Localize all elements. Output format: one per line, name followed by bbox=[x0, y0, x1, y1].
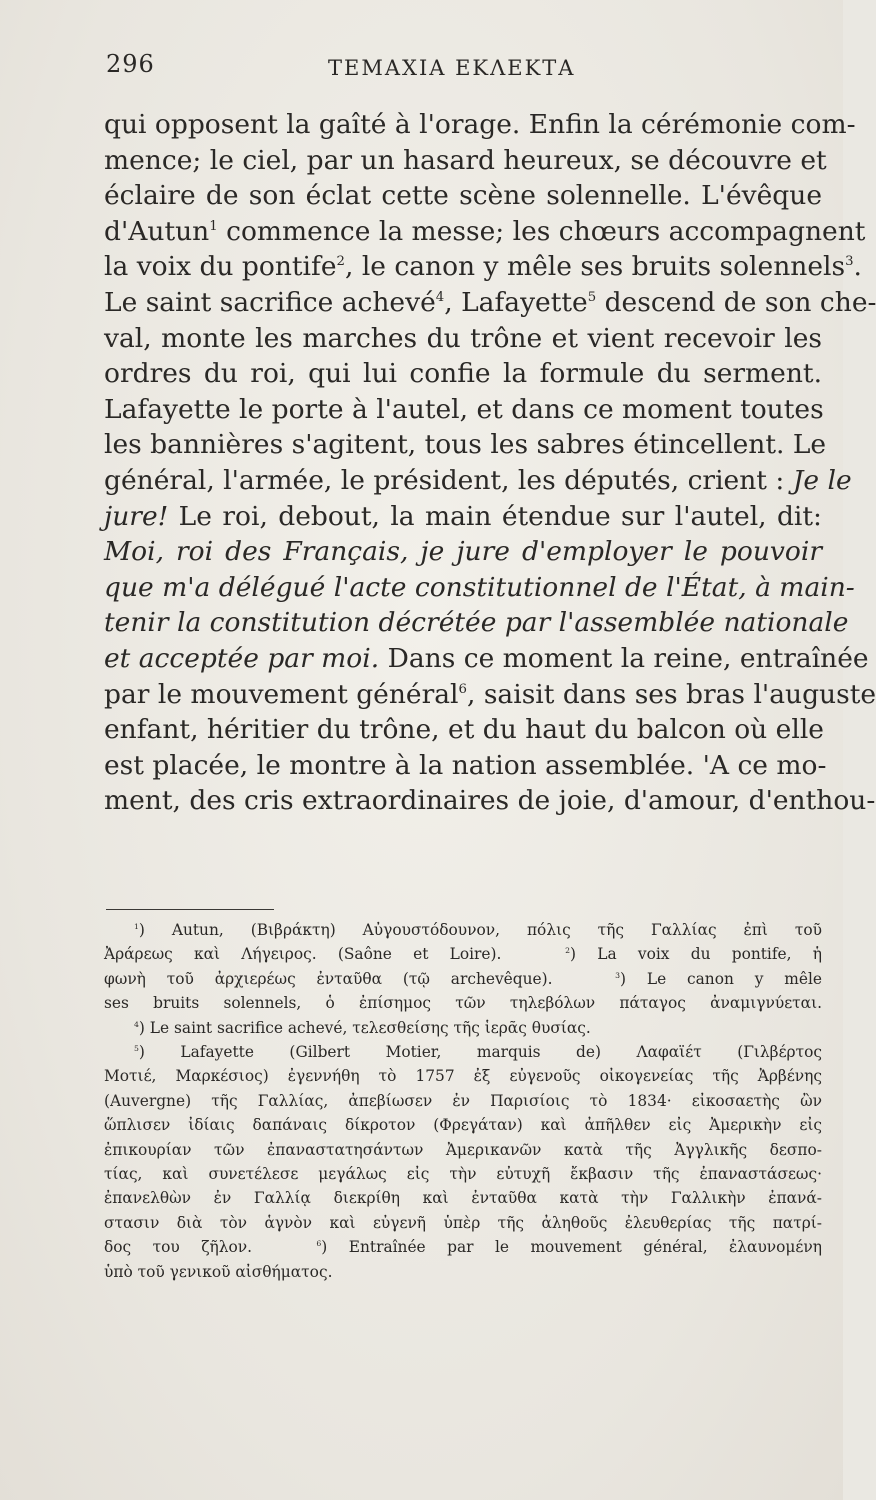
text-line: ordres du roi, qui lui confie la formule du serment. bbox=[104, 358, 822, 390]
text-line: val, monte les marches du trône et vient recevoir les bbox=[104, 322, 822, 354]
footnote-line: Ἀράρεως καὶ Λήγειρος. (Saône et Loire). $^2$) La voix du pontife, ἡ bbox=[104, 945, 823, 964]
text-line: mence; le ciel, par un hasard heureux, se découvre et bbox=[104, 144, 827, 176]
text-line: éclaire de son éclat cette scène solennelle. L'évêque bbox=[104, 180, 822, 212]
footnote-line: τίας, καὶ συνετέλεσε μεγάλως εἰς τὴν εὐτυχῆ ἔκβασιν τῆς ἐπαναστάσεως· bbox=[104, 1165, 822, 1184]
oath-line: tenir la constitution décrétée par l'assemblée nationale bbox=[104, 607, 849, 639]
text-line: jure! Le roi, debout, la main étendue sur l'autel, dit: bbox=[104, 500, 822, 532]
text-line: général, l'armée, le président, les députés, crient : Je le bbox=[104, 464, 852, 496]
page-header bbox=[106, 50, 822, 90]
footnote-ref: 5 bbox=[587, 290, 597, 306]
text-line: la voix du pontife$^2$, le canon y mêle ses bruits solennels$^3$. bbox=[104, 251, 862, 283]
footnotes bbox=[104, 918, 822, 1284]
footnote-line: Μοτιέ, Μαρκέσιος) ἐγεννήθη τὸ 1757 ἐξ εὐγενοῦς οἰκογενείας τῆς Ἀρβένης bbox=[104, 1067, 822, 1086]
footnote-line: στασιν διὰ τὸν ἁγνὸν καὶ εὐγενῆ ὑπὲρ τῆς ἀληθοῦς ἐλευθερίας τῆς πατρί- bbox=[104, 1213, 822, 1232]
running-title: ΤΕΜΑΧΙΑ ΕΚΛΕΚΤΑ bbox=[328, 56, 576, 80]
text-line: par le mouvement général$^6$, saisit dans ses bras l'auguste bbox=[104, 678, 876, 710]
footnote-ref: 1 bbox=[209, 218, 218, 234]
footnote-line: ἐπανελθὼν ἐν Γαλλίᾳ διεκρίθη καὶ ἐνταῦθα κατὰ τὴν Γαλλικὴν ἐπανά- bbox=[104, 1189, 822, 1208]
text-line: les bannières s'agitent, tous les sabres étincellent. Le bbox=[104, 429, 827, 461]
main-text bbox=[104, 107, 876, 819]
footnote-line: $^4$) Le saint sacrifice achevé, τελεσθείσης τῆς ἱερᾶς θυσίας. bbox=[134, 1018, 591, 1037]
footnote-line: φωνὴ τοῦ ἀρχιερέως ἐνταῦθα (τῷ archevêque). $^3$) Le canon y mêle bbox=[104, 969, 823, 988]
footnote-line: ses bruits solennels, ὁ ἐπίσημος τῶν τηλεβόλων πάταγος ἀναμιγνύεται. bbox=[104, 994, 822, 1013]
text-line: ment, des cris extraordinaires de joie, d'amour, d'enthou- bbox=[104, 785, 876, 817]
footnote-line: ἐπικουρίαν τῶν ἐπαναστατησάντων Ἀμερικανῶν κατὰ τῆς Ἀγγλικῆς δεσπο- bbox=[104, 1140, 822, 1159]
footnote-line: ὑπὸ τοῦ γενικοῦ αἰσθήματος. bbox=[104, 1262, 333, 1281]
text-line: Lafayette le porte à l'autel, et dans ce moment toutes bbox=[104, 393, 824, 425]
footnote-divider bbox=[106, 909, 274, 910]
italic-quote: jure! bbox=[104, 500, 169, 532]
footnote-ref: 4 bbox=[435, 290, 445, 306]
footnote-line: $^1$) Autun, (Βιβράκτη) Αὐγουστόδουνον, πόλις τῆς Γαλλίας ἐπὶ τοῦ bbox=[134, 921, 822, 939]
footnote-line: δος του ζῆλον. $^6$) Entraînée par le mouvement général, ἐλαυνομένη bbox=[104, 1238, 822, 1257]
footnote-ref: 6 bbox=[458, 681, 467, 697]
oath-line: et acceptée par moi. bbox=[104, 642, 380, 674]
footnote-ref: 2 bbox=[336, 254, 345, 270]
text-line: d'Autun$^1$ commence la messe; les chœurs accompagnent bbox=[104, 215, 866, 247]
text-line: et acceptée par moi. Dans ce moment la reine, entraînée bbox=[104, 642, 869, 674]
text-line: qui opposent la gaîté à l'orage. Enfin la cérémonie com- bbox=[104, 109, 856, 140]
text-line: Le saint sacrifice achevé$^4$, Lafayette$^5$ descend de son che- bbox=[104, 286, 876, 318]
oath-line: que m'a délégué l'acte constitutionnel de l'État, à main- bbox=[104, 571, 855, 603]
text-line: est placée, le montre à la nation assemblée. 'Α ce mo- bbox=[104, 749, 827, 781]
footnote-line: $^5$) Lafayette (Gilbert Motier, marquis de) Λαφαϊέτ (Γιλβέρτος bbox=[134, 1043, 822, 1062]
page-number: 296 bbox=[106, 50, 155, 78]
footnote-line: ὥπλισεν ἰδίαις δαπάναις δίκροτον (Φρεγάταν) καὶ ἀπῆλθεν εἰς Ἀμερικὴν εἰς bbox=[104, 1116, 822, 1135]
oath-line: Moi, roi des Français, je jure d'employer le pouvoir bbox=[104, 536, 822, 568]
text-line: enfant, héritier du trône, et du haut du balcon où elle bbox=[104, 714, 824, 746]
italic-quote: Je le bbox=[792, 464, 852, 496]
footnote-line: (Auvergne) τῆς Γαλλίας, ἀπεβίωσεν ἐν Παρισίοις τὸ 1834· εἰκοσαετὴς ὢν bbox=[104, 1091, 822, 1110]
footnote-ref: 3 bbox=[845, 254, 854, 270]
